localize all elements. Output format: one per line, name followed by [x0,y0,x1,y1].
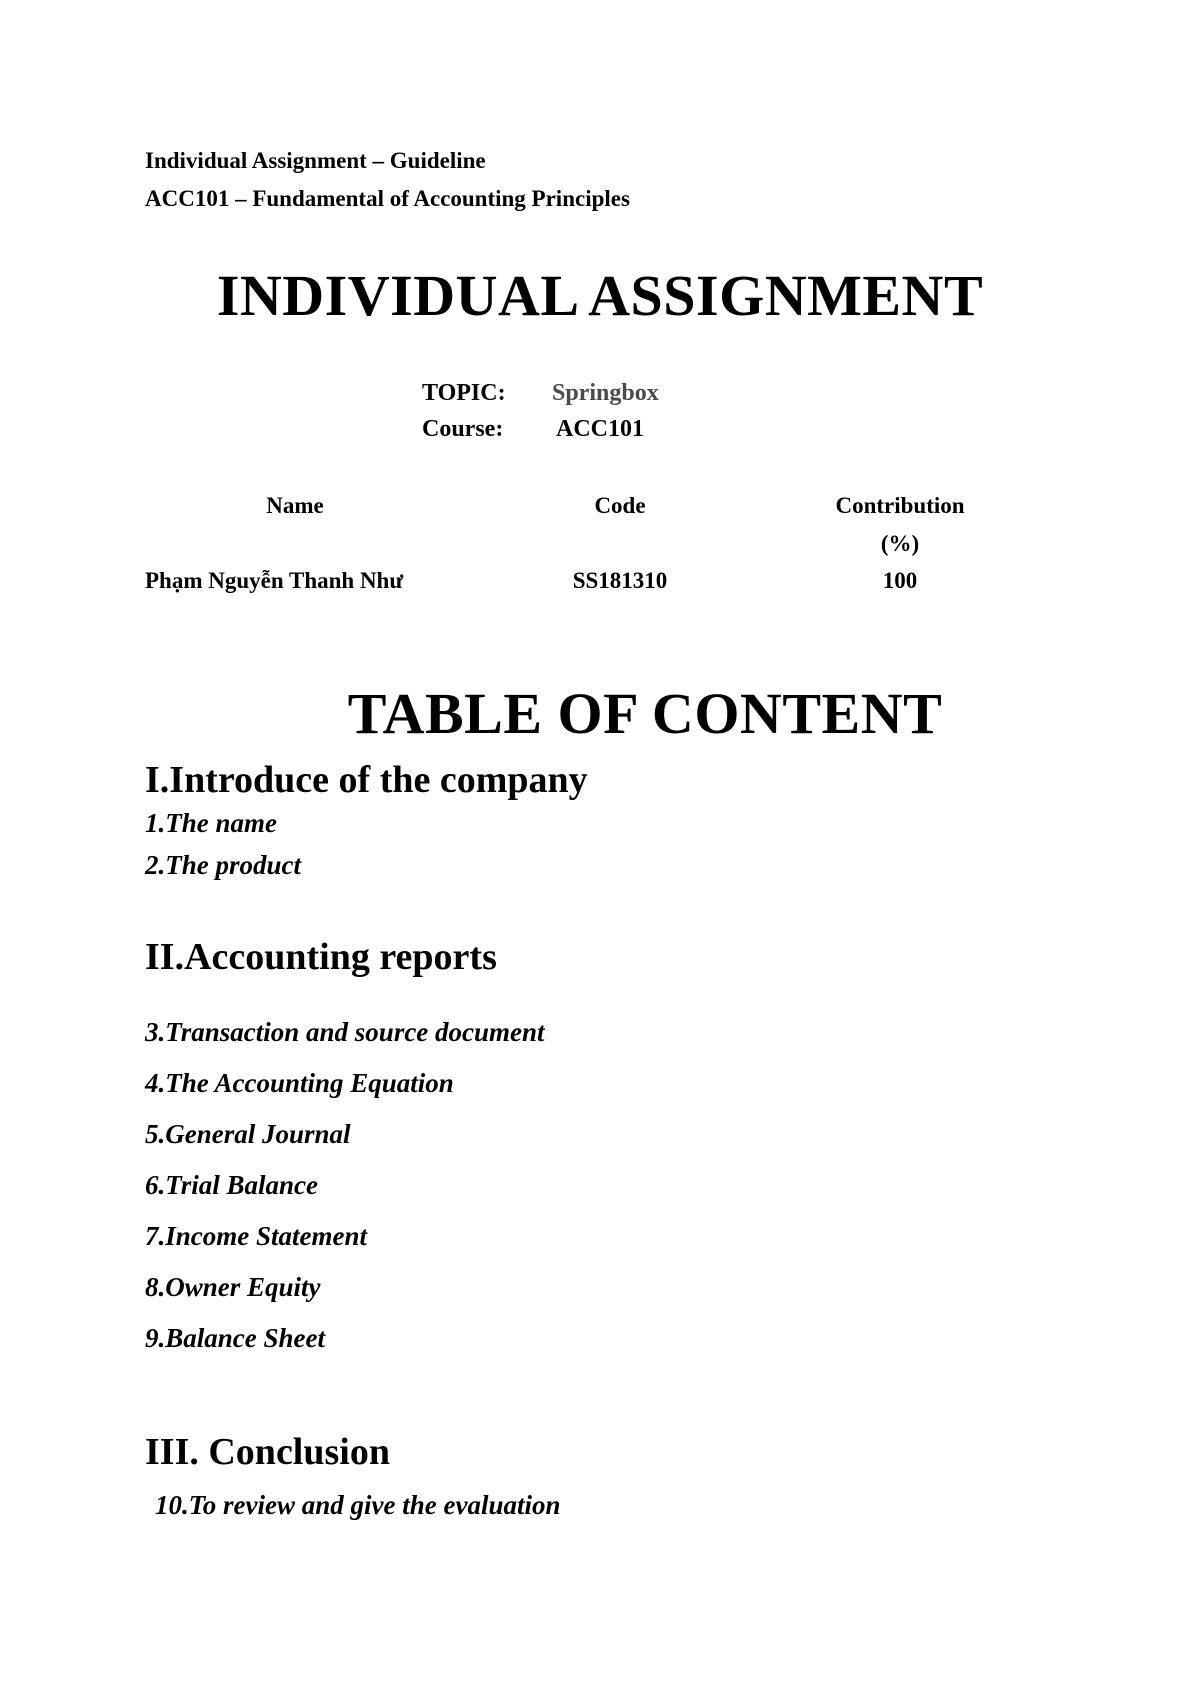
toc-item: 10.To review and give the evaluation [155,1490,561,1520]
column-header-contribution-unit: (%) [880,531,920,556]
toc-title: TABLE OF CONTENT [347,681,943,746]
toc-section-heading: III. Conclusion [145,1431,390,1473]
toc-item: 6.Trial Balance [145,1170,318,1200]
column-header-name: Name [266,493,324,518]
toc-item: 7.Income Statement [145,1221,367,1251]
toc-item: 8.Owner Equity [145,1272,321,1302]
member-name: Phạm Nguyễn Thanh Như [145,568,404,593]
member-contribution: 100 [882,568,918,593]
toc-section-heading: I.Introduce of the company [145,759,588,801]
header-course-title: ACC101 – Fundamental of Accounting Principles [145,186,630,211]
course-label: Course: [422,416,504,442]
toc-item: 1.The name [145,808,277,838]
column-header-code: Code [594,493,646,518]
header-guideline: Individual Assignment – Guideline [145,148,486,173]
toc-item: 5.General Journal [145,1119,351,1149]
toc-section-heading: II.Accounting reports [145,936,497,978]
assignment-title: INDIVIDUAL ASSIGNMENT [216,263,984,328]
course-value: ACC101 [556,416,644,442]
toc-item: 9.Balance Sheet [145,1323,325,1353]
topic-label: TOPIC: [422,380,506,406]
toc-item: 3.Transaction and source document [145,1017,545,1047]
topic-value: Springbox [552,380,659,406]
toc-item: 2.The product [145,850,302,880]
toc-item: 4.The Accounting Equation [145,1068,454,1098]
column-header-contribution: Contribution [835,493,965,518]
member-code: SS181310 [572,568,668,593]
